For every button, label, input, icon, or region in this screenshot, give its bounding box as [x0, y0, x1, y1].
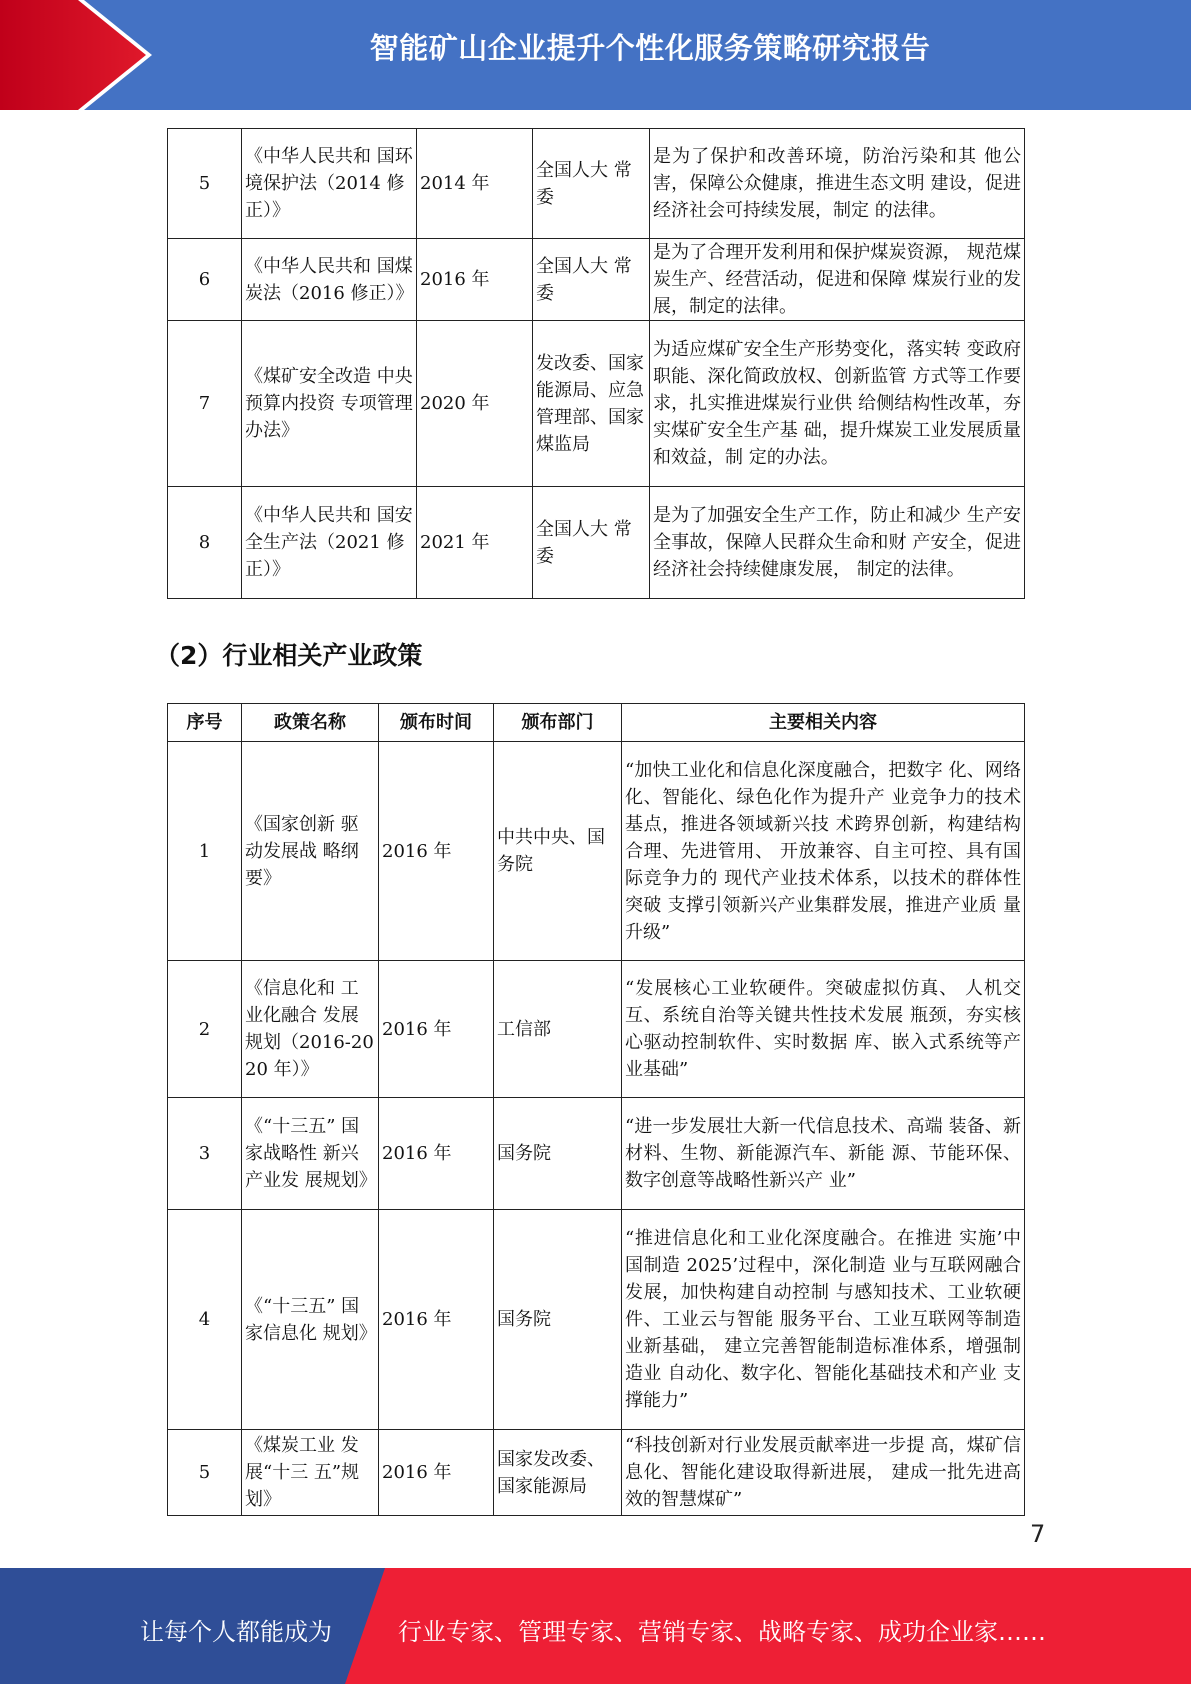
- policy-name: 《信息化和 工业化融合 发展规划（2016-2020 年）》: [242, 961, 379, 1098]
- table-row: [168, 961, 1025, 1098]
- row-number: 5: [168, 1430, 242, 1516]
- policy-name: 《中华人民共和 国煤炭法（2016 修正）》: [242, 239, 417, 321]
- policy-name: 《中华人民共和 国安全生产法（2021 修正）》: [242, 487, 417, 599]
- issuing-department: 全国人大 常委: [533, 239, 650, 321]
- row-number: 1: [168, 742, 242, 961]
- issue-year: 2020 年: [417, 321, 533, 487]
- section-heading: （2）行业相关产业政策: [155, 641, 423, 670]
- table-row: [168, 742, 1025, 961]
- row-number: 3: [168, 1098, 242, 1210]
- industry-policy-table: [167, 703, 1025, 1516]
- policy-name: 《国家创新 驱动发展战 略纲要》: [242, 742, 379, 961]
- policy-name: 《煤炭工业 发展“十三 五”规划》: [242, 1430, 379, 1516]
- issue-year: 2016 年: [379, 1098, 494, 1210]
- table-row: [168, 487, 1025, 599]
- issuing-department: 中共中央、国务院: [494, 742, 622, 961]
- header-name: 政策名称: [242, 704, 379, 742]
- policy-name: 《“十三五” 国家战略性 新兴产业发 展规划》: [242, 1098, 379, 1210]
- header-year: 颁布时间: [379, 704, 494, 742]
- issue-year: 2021 年: [417, 487, 533, 599]
- policy-content: “加快工业化和信息化深度融合，把数字 化、网络化、智能化、绿色化作为提升产 业竞争力的技术基点，推进各领域新兴技 术跨界创新，构建结构合理、先进管用、 开放兼容、自主可控、具有国际竞争力的 现代产业技术体系，以技术的群体性突破 支撑引领新兴产业集群发展，推进产业质 量升级”: [622, 742, 1025, 961]
- header-content: 主要相关内容: [622, 704, 1025, 742]
- issuing-department: 国务院: [494, 1210, 622, 1430]
- policy-content: 是为了保护和改善环境，防治污染和其 他公害，保障公众健康，推进生态文明 建设，促进经济社会可持续发展，制定 的法律。: [650, 129, 1025, 239]
- table-row: [168, 1098, 1025, 1210]
- issuing-department: 工信部: [494, 961, 622, 1098]
- policy-content: 是为了合理开发利用和保护煤炭资源， 规范煤炭生产、经营活动，促进和保障 煤炭行业的发展，制定的法律。: [650, 239, 1025, 321]
- issue-year: 2016 年: [379, 1430, 494, 1516]
- page-number: 7: [1030, 1520, 1046, 1548]
- policy-content: “推进信息化和工业化深度融合。在推进 实施’中国制造 2025’过程中，深化制造 业与互联网融合发展，加快构建自动控制 与感知技术、工业软硬件、工业云与智能 服务平台、工业互联网等制造业新基础， 建立完善智能制造标准体系，增强制造业 自动化、数字化、智能化基础技术和产业 支撑能力”: [622, 1210, 1025, 1430]
- table-row: [168, 1210, 1025, 1430]
- table-row: [168, 1430, 1025, 1516]
- table-row: [168, 239, 1025, 321]
- law-table: [167, 128, 1025, 599]
- issue-year: 2016 年: [379, 961, 494, 1098]
- policy-content: “进一步发展壮大新一代信息技术、高端 装备、新材料、生物、新能源汽车、新能 源、节能环保、数字创意等战略性新兴产 业”: [622, 1098, 1025, 1210]
- policy-content: “科技创新对行业发展贡献率进一步提 高，煤矿信息化、智能化建设取得新进展， 建成一批先进高效的智慧煤矿”: [622, 1430, 1025, 1516]
- row-number: 2: [168, 961, 242, 1098]
- report-title: 智能矿山企业提升个性化服务策略研究报告: [369, 31, 931, 65]
- row-number: 5: [168, 129, 242, 239]
- policy-name: 《“十三五” 国家信息化 规划》: [242, 1210, 379, 1430]
- policy-content: 为适应煤矿安全生产形势变化，落实转 变政府职能、深化简政放权、创新监管 方式等工作要求，扎实推进煤炭行业供 给侧结构性改革，夯实煤矿安全生产基 础，提升煤炭工业发展质量和效益，制 定的办法。: [650, 321, 1025, 487]
- issuing-department: 全国人大 常委: [533, 487, 650, 599]
- issuing-department: 全国人大 常委: [533, 129, 650, 239]
- header-dept: 颁布部门: [494, 704, 622, 742]
- policy-content: “发展核心工业软硬件。突破虚拟仿真、 人机交互、系统自治等关键共性技术发展 瓶颈，夯实核心驱动控制软件、实时数据 库、嵌入式系统等产业基础”: [622, 961, 1025, 1098]
- issuing-department: 发改委、国家能源局、应急管理部、国家煤监局: [533, 321, 650, 487]
- table-header-row: [168, 704, 1025, 742]
- issue-year: 2016 年: [379, 1210, 494, 1430]
- row-number: 6: [168, 239, 242, 321]
- issuing-department: 国务院: [494, 1098, 622, 1210]
- issuing-department: 国家发改委、国家能源局: [494, 1430, 622, 1516]
- row-number: 4: [168, 1210, 242, 1430]
- policy-content: 是为了加强安全生产工作，防止和减少 生产安全事故，保障人民群众生命和财 产安全，促进经济社会持续健康发展， 制定的法律。: [650, 487, 1025, 599]
- footer-slogan-left: 让每个人都能成为: [140, 1618, 332, 1646]
- issue-year: 2014 年: [417, 129, 533, 239]
- issue-year: 2016 年: [417, 239, 533, 321]
- footer-slogan-right: 行业专家、管理专家、营销专家、战略专家、成功企业家……: [398, 1618, 1046, 1646]
- issue-year: 2016 年: [379, 742, 494, 961]
- header-num: 序号: [168, 704, 242, 742]
- table-row: [168, 129, 1025, 239]
- policy-name: 《中华人民共和 国环境保护法（2014 修正）》: [242, 129, 417, 239]
- row-number: 8: [168, 487, 242, 599]
- policy-name: 《煤矿安全改造 中央预算内投资 专项管理办法》: [242, 321, 417, 487]
- row-number: 7: [168, 321, 242, 487]
- table-row: [168, 321, 1025, 487]
